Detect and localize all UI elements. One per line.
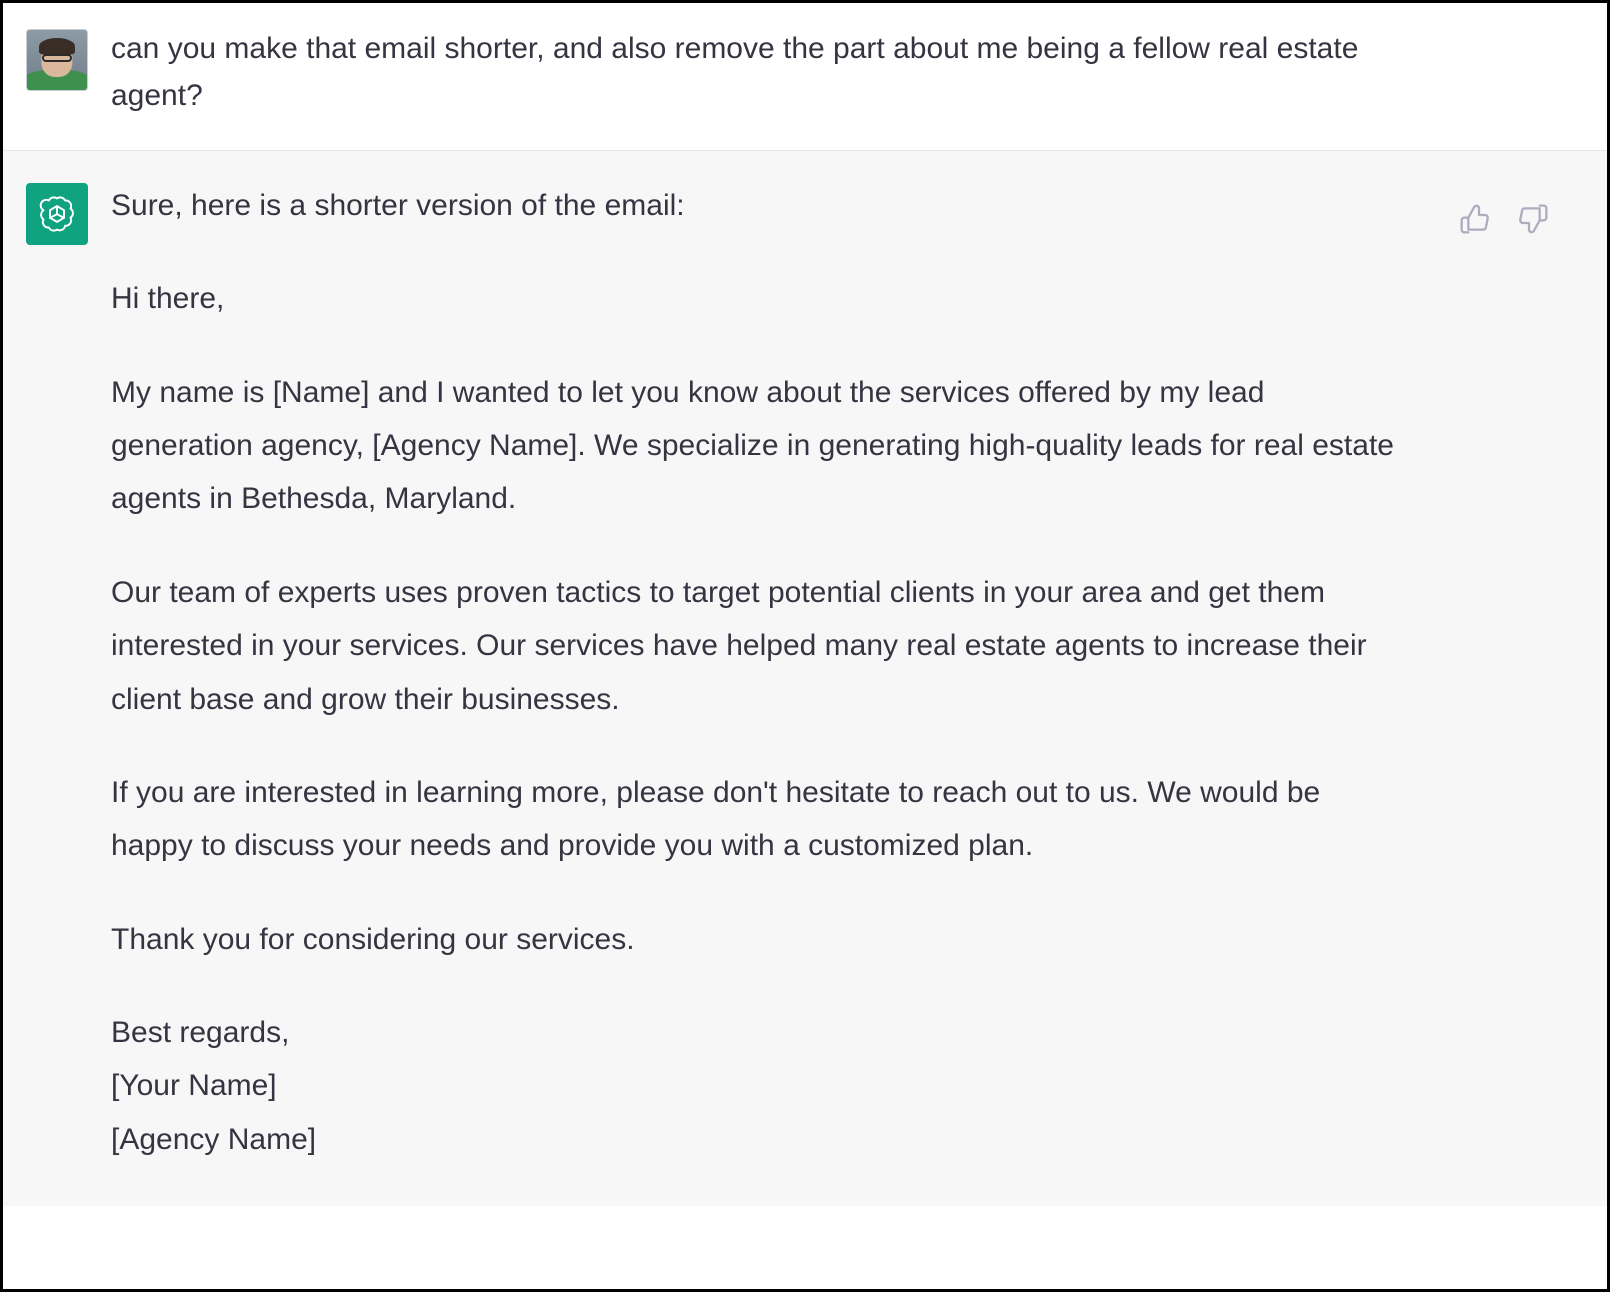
avatar-hair — [39, 38, 75, 55]
user-message-turn — [3, 3, 1607, 151]
glasses-icon — [42, 54, 72, 62]
assistant-paragraph: Thank you for considering our services. — [111, 922, 635, 956]
user-message-body — [111, 25, 1607, 120]
thumbs-up-icon[interactable] — [1459, 203, 1491, 235]
assistant-signature — [111, 1006, 1401, 1166]
assistant-paragraph: Our team of experts uses proven tactics to target potential clients in your area and get them interested in your services. Our services have helped many real estate agents to increase their client base and grow their businesses. — [111, 575, 1367, 716]
user-avatar-container — [3, 25, 111, 120]
assistant-message-turn — [3, 151, 1607, 1206]
assistant-message-body — [111, 179, 1607, 1166]
assistant-paragraph: Sure, here is a shorter version of the email: — [111, 188, 685, 222]
feedback-controls — [1459, 203, 1549, 235]
signature-agency: [Agency Name] — [111, 1122, 317, 1156]
user-message-text: can you make that email shorter, and also remove the part about me being a fellow real estate agent? — [111, 32, 1359, 113]
assistant-paragraph: My name is [Name] and I wanted to let you know about the services offered by my lead generation agency, [Agency Name]. We specialize in generating high-quality leads for real estate agents in Bethesda, Maryland. — [111, 375, 1394, 516]
thumbs-down-icon[interactable] — [1517, 203, 1549, 235]
avatar — [26, 29, 88, 91]
openai-logo-icon — [26, 183, 88, 245]
signature-name: [Your Name] — [111, 1069, 277, 1103]
assistant-paragraph: If you are interested in learning more, please don't hesitate to reach out to us. We would be happy to discuss your needs and provide you with a customized plan. — [111, 775, 1321, 863]
assistant-avatar-container — [3, 179, 111, 1166]
signature-closing: Best regards, — [111, 1016, 290, 1050]
assistant-paragraph: Hi there, — [111, 282, 225, 316]
